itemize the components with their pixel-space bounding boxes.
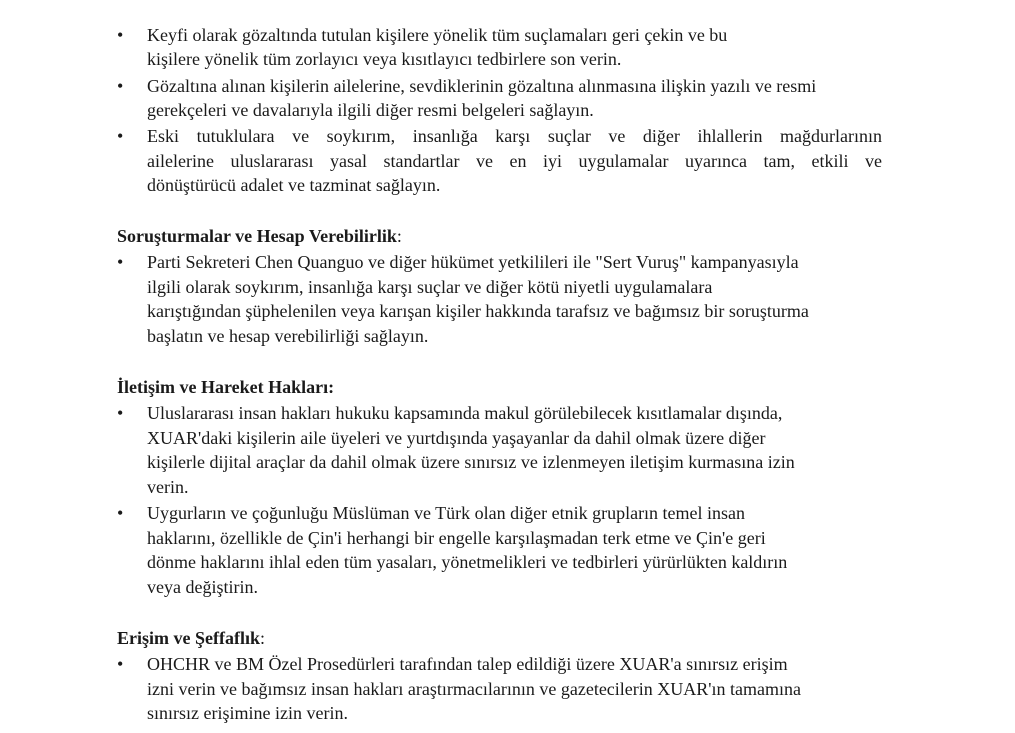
text-line: ilgili olarak soykırım, insanlığa karşı suçlar ve diğer kötü niyetli uygulamalara bbox=[147, 277, 713, 297]
text-line: Parti Sekreteri Chen Quanguo ve diğer hükümet yetkilileri ile "Sert Vuruş" kampanyasıyla bbox=[147, 252, 799, 272]
text-line: gerekçeleri ve davalarıyla ilgili diğer resmi belgeleri sağlayın. bbox=[147, 100, 594, 120]
section-heading bbox=[117, 224, 402, 249]
text-line: verin. bbox=[147, 477, 189, 497]
text-line: sınırsız erişimine izin verin. bbox=[147, 703, 348, 723]
text-line: karıştığından şüphelenilen veya karışan kişiler hakkında tarafsız ve bağımsız bir soruşturma bbox=[147, 301, 809, 321]
text-line: Keyfi olarak gözaltında tutulan kişilere yönelik tüm suçlamaları geri çekin ve bu bbox=[147, 25, 728, 45]
text-line: dönme haklarını ihlal eden tüm yasaları, yönetmelikleri ve tedbirleri yürürlükten kaldırın bbox=[147, 552, 788, 572]
section-heading-text: İletişim ve Hareket Hakları: bbox=[117, 377, 335, 397]
text-line: Uygurların ve çoğunluğu Müslüman ve Türk olan diğer etnik grupların temel insan bbox=[147, 503, 746, 523]
bullet-marker: • bbox=[117, 252, 124, 272]
section-heading-colon: : bbox=[259, 628, 265, 648]
section-heading bbox=[117, 375, 334, 400]
text-line: başlatın ve hesap verebilirliği sağlayın. bbox=[147, 326, 429, 346]
bullet-marker: • bbox=[117, 126, 124, 146]
text-line: Uluslararası insan hakları hukuku kapsamında makul görülebilecek kısıtlamalar dışında, bbox=[147, 403, 783, 423]
text-line: XUAR'daki kişilerin aile üyeleri ve yurtdışında yaşayanlar da dahil olmak üzere diğer bbox=[147, 428, 766, 448]
section-heading-colon: : bbox=[396, 226, 402, 246]
bullet-marker: • bbox=[117, 403, 124, 423]
text-line: haklarını, özellikle de Çin'i herhangi bir engelle karşılaşmadan terk etme ve Çin'e geri bbox=[147, 528, 766, 548]
text-line: veya değiştirin. bbox=[147, 577, 258, 597]
text-line: dönüştürücü adalet ve tazminat sağlayın. bbox=[147, 175, 441, 195]
text-line: Eski tutuklulara ve soykırım, insanlığa karşı suçlar ve diğer ihlallerin mağdurlarının bbox=[147, 126, 882, 146]
text-line: ailelerine uluslararası yasal standartlar ve en iyi uygulamalar uyarınca tam, etkili ve bbox=[147, 151, 882, 171]
bullet-marker: • bbox=[117, 503, 124, 523]
section-heading bbox=[117, 626, 265, 651]
text-line: OHCHR ve BM Özel Prosedürleri tarafından talep edildiği üzere XUAR'a sınırsız erişim bbox=[147, 654, 788, 674]
text-line: izni verin ve bağımsız insan hakları araştırmacılarının ve gazetecilerin XUAR'ın tamamına bbox=[147, 679, 802, 699]
bullet-marker: • bbox=[117, 654, 124, 674]
bullet-marker: • bbox=[117, 25, 124, 45]
text-line: kişilere yönelik tüm zorlayıcı veya kısıtlayıcı tedbirlere son verin. bbox=[147, 49, 622, 69]
section-heading-text: Soruşturmalar ve Hesap Verebilirlik bbox=[117, 226, 397, 246]
section-heading-text: Erişim ve Şeffaflık bbox=[117, 628, 260, 648]
text-line: Gözaltına alınan kişilerin ailelerine, sevdiklerinin gözaltına alınmasına ilişkin yazılı ve resmi bbox=[147, 76, 817, 96]
bullet-marker: • bbox=[117, 76, 124, 96]
text-line: kişilerle dijital araçlar da dahil olmak üzere sınırsız ve izlenmeyen iletişim kurmasına izin bbox=[147, 452, 795, 472]
